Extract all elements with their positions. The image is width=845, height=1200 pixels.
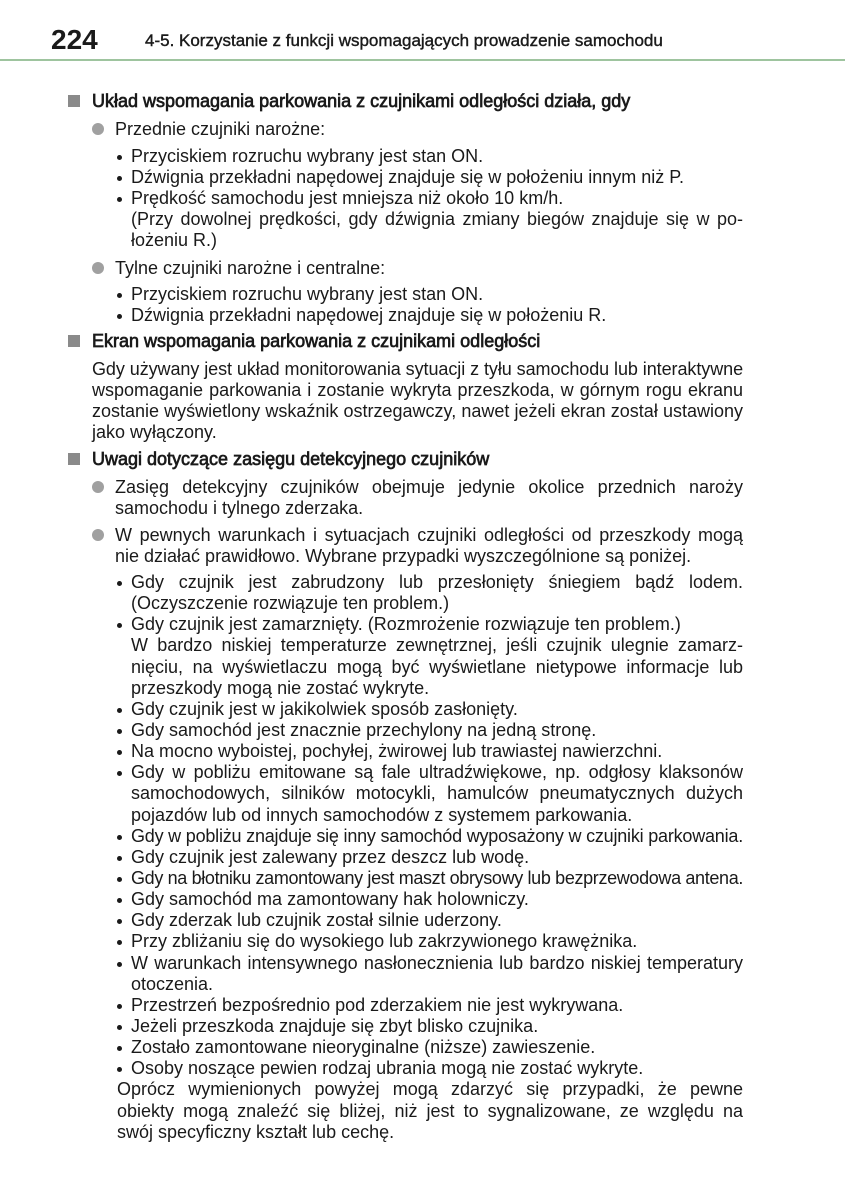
circle-item: [0, 119, 845, 140]
section-operating-conditions: [0, 91, 845, 326]
bullet-text: Gdy czujnik jest zamarznięty. (Rozmrożenie rozwiązuje ten problem.): [131, 614, 681, 635]
bullet-list: [0, 572, 845, 1143]
bullet-text: Przyciskiem rozruchu wybrany jest stan ON.: [131, 284, 484, 304]
bullet-text: Gdy zderzak lub czujnik został silnie uderzony.: [131, 910, 502, 931]
bullet-text: Zostało zamontowane nieoryginalne (niższe) zawieszenie.: [131, 1037, 596, 1058]
bullet-text: samochodowych, silników motocykli, hamulców pneumatycznych dużych: [131, 783, 743, 804]
bullet-item: [0, 762, 845, 825]
bullet-text: otoczenia.: [131, 973, 214, 994]
bullet-item: [0, 1016, 845, 1037]
bullet-text: (Oczyszczenie rozwiązuje ten problem.): [131, 593, 450, 614]
section-heading: [0, 449, 845, 470]
dot-bullet-icon: [117, 314, 122, 319]
bullet-item: [0, 699, 845, 720]
closing-text: Oprócz wymienionych powyżej mogą zdarzyć się przypadki, że pewne: [117, 1079, 743, 1100]
paragraph: [0, 359, 845, 443]
circle-bullet-icon: [92, 529, 104, 541]
circle-bullet-icon: [92, 481, 104, 493]
bullet-list: [0, 146, 845, 251]
dot-bullet-icon: [117, 877, 122, 882]
bullet-text: Przyciskiem rozruchu wybrany jest stan ON.: [131, 146, 484, 166]
circle-item-text: Zasięg detekcyjny czujników obejmuje jedynie okolice przednich naroży: [115, 477, 743, 497]
dot-bullet-icon: [117, 1004, 122, 1009]
dot-bullet-icon: [117, 197, 122, 202]
closing-text: swój specyficzny kształt lub cechę.: [117, 1121, 395, 1142]
bullet-item: [0, 741, 845, 762]
bullet-item: [0, 146, 845, 167]
bullet-text: Gdy na błotniku zamontowany jest maszt obrysowy lub bezprzewodowa antena.: [131, 867, 744, 888]
bullet-text: Przestrzeń bezpośrednio pod zderzakiem nie jest wykrywana.: [131, 994, 624, 1015]
bullet-text: W bardzo niskiej temperaturze zewnętrznej, jeśli czujnik ulegnie zamarz-: [131, 635, 744, 656]
section-heading-text: Uwagi dotyczące zasięgu detekcyjnego czujników: [92, 449, 490, 469]
circle-item-text: samochodu i tylnego zderzaka.: [115, 498, 364, 518]
bullet-item: [0, 572, 845, 614]
circle-bullet-icon: [92, 123, 104, 135]
bullet-text: łożeniu R.): [131, 230, 218, 250]
circle-item: [0, 525, 845, 567]
bullet-text: Gdy samochód jest znacznie przechylony na jedną stronę.: [131, 719, 597, 740]
bullet-item: [0, 284, 845, 305]
bullet-item: [0, 953, 845, 995]
bullet-text: Dźwignia przekładni napędowej znajduje się w położeniu R.: [131, 305, 607, 325]
bullet-item: [0, 614, 845, 699]
section-heading: [0, 331, 845, 352]
bullet-item: [0, 188, 845, 251]
section-detection-range-notes: [0, 449, 845, 1143]
circle-item-text: W pewnych warunkach i sytuacjach czujniki odległości od przeszkody mogą: [115, 525, 743, 545]
dot-bullet-icon: [117, 623, 122, 628]
bullet-item: [0, 910, 845, 931]
square-bullet-icon: [68, 453, 80, 465]
bullet-item: [0, 305, 845, 326]
bullet-item: [0, 931, 845, 952]
dot-bullet-icon: [117, 155, 122, 160]
bullet-item: [0, 868, 845, 889]
circle-bullet-icon: [92, 262, 104, 274]
bullet-text: pojazdów lub od innych samochodów z systemem parkowania.: [131, 804, 633, 825]
bullet-text: Na mocno wyboistej, pochyłej, żwirowej lub trawiastej nawierzchni.: [131, 741, 663, 762]
section-heading-text: Ekran wspomagania parkowania z czujnikami odległości: [92, 331, 541, 351]
dot-bullet-icon: [117, 835, 122, 840]
circle-item: [0, 477, 845, 519]
header-rule: [0, 59, 845, 61]
dot-bullet-icon: [117, 962, 122, 967]
dot-bullet-icon: [117, 1046, 122, 1051]
bullet-text: Gdy samochód ma zamontowany hak holowniczy.: [131, 889, 529, 910]
bullet-item: [0, 1037, 845, 1058]
bullet-item: [0, 847, 845, 868]
paragraph-text: zostanie wyświetlony wskaźnik ostrzegawczy, nawet jeżeli ekran został ustawiony: [92, 401, 743, 421]
dot-bullet-icon: [117, 940, 122, 945]
dot-bullet-icon: [117, 750, 122, 755]
section-heading: [0, 91, 845, 112]
square-bullet-icon: [68, 335, 80, 347]
paragraph-text: jako wyłączony.: [92, 422, 217, 442]
bullet-text: (Przy dowolnej prędkości, gdy dźwignia zmiany biegów znajduje się w po-: [131, 209, 743, 229]
bullet-item: [0, 826, 845, 847]
bullet-text: Gdy w pobliżu znajduje się inny samochód wyposażony w czujniki parkowania.: [131, 825, 744, 846]
bullet-text: Gdy czujnik jest w jakikolwiek sposób zasłonięty.: [131, 698, 518, 719]
dot-bullet-icon: [117, 1067, 122, 1072]
dot-bullet-icon: [117, 708, 122, 713]
dot-bullet-icon: [117, 856, 122, 861]
bullet-list: [0, 284, 845, 326]
circle-item: [0, 258, 845, 279]
bullet-text: Prędkość samochodu jest mniejsza niż około 10 km/h.: [131, 188, 564, 208]
page-content: [0, 91, 845, 1143]
bullet-item: [0, 720, 845, 741]
circle-item-text: nie działać prawidłowo. Wybrane przypadki wyszczególnione są poniżej.: [115, 546, 692, 566]
dot-bullet-icon: [117, 1025, 122, 1030]
bullet-text: nięciu, na wyświetlaczu mogą być wyświetlane nietypowe informacje lub: [131, 656, 743, 677]
bullet-item: [0, 995, 845, 1016]
paragraph-text: wspomaganie parkowania i zostanie wykryta przeszkoda, w górnym rogu ekranu: [92, 380, 743, 400]
dot-bullet-icon: [117, 771, 122, 776]
bullet-text: Gdy w pobliżu emitowane są fale ultradźwiękowe, np. odgłosy klaksonów: [131, 762, 743, 783]
chapter-title: 4-5. Korzystanie z funkcji wspomagających prowadzenie samochodu: [145, 31, 663, 50]
dot-bullet-icon: [117, 729, 122, 734]
dot-bullet-icon: [117, 293, 122, 298]
section-display: [0, 331, 845, 443]
square-bullet-icon: [68, 95, 80, 107]
paragraph-text: Gdy używany jest układ monitorowania sytuacji z tyłu samochodu lub interaktywne: [92, 359, 744, 379]
dot-bullet-icon: [117, 919, 122, 924]
closing-paragraph: [0, 1079, 845, 1142]
bullet-item: [0, 1058, 845, 1079]
section-heading-text: Układ wspomagania parkowania z czujnikami odległości działa, gdy: [92, 91, 631, 111]
bullet-text: Przy zbliżaniu się do wysokiego lub zakrzywionego krawężnika.: [131, 931, 638, 952]
page-number: 224: [51, 24, 98, 55]
dot-bullet-icon: [117, 176, 122, 181]
dot-bullet-icon: [117, 581, 122, 586]
bullet-text: Dźwignia przekładni napędowej znajduje się w położeniu innym niż P.: [131, 167, 684, 187]
bullet-text: W warunkach intensywnego nasłonecznienia lub bardzo niskiej temperatury: [131, 952, 743, 973]
bullet-item: [0, 889, 845, 910]
bullet-text: przeszkody mogą nie zostać wykryte.: [131, 677, 430, 698]
circle-item-text: Tylne czujniki narożne i centralne:: [115, 258, 386, 278]
bullet-item: [0, 167, 845, 188]
bullet-text: Gdy czujnik jest zabrudzony lub przesłonięty śniegiem bądź lodem.: [131, 572, 743, 592]
dot-bullet-icon: [117, 898, 122, 903]
circle-item-text: Przednie czujniki narożne:: [115, 119, 326, 139]
bullet-text: Gdy czujnik jest zalewany przez deszcz lub wodę.: [131, 846, 530, 867]
closing-text: obiekty mogą znaleźć się bliżej, niż jest to sygnalizowane, ze względu na: [117, 1100, 744, 1121]
bullet-text: Osoby noszące pewien rodzaj ubrania mogą nie zostać wykryte.: [131, 1058, 644, 1079]
bullet-text: Jeżeli przeszkoda znajduje się zbyt blisko czujnika.: [131, 1015, 539, 1036]
